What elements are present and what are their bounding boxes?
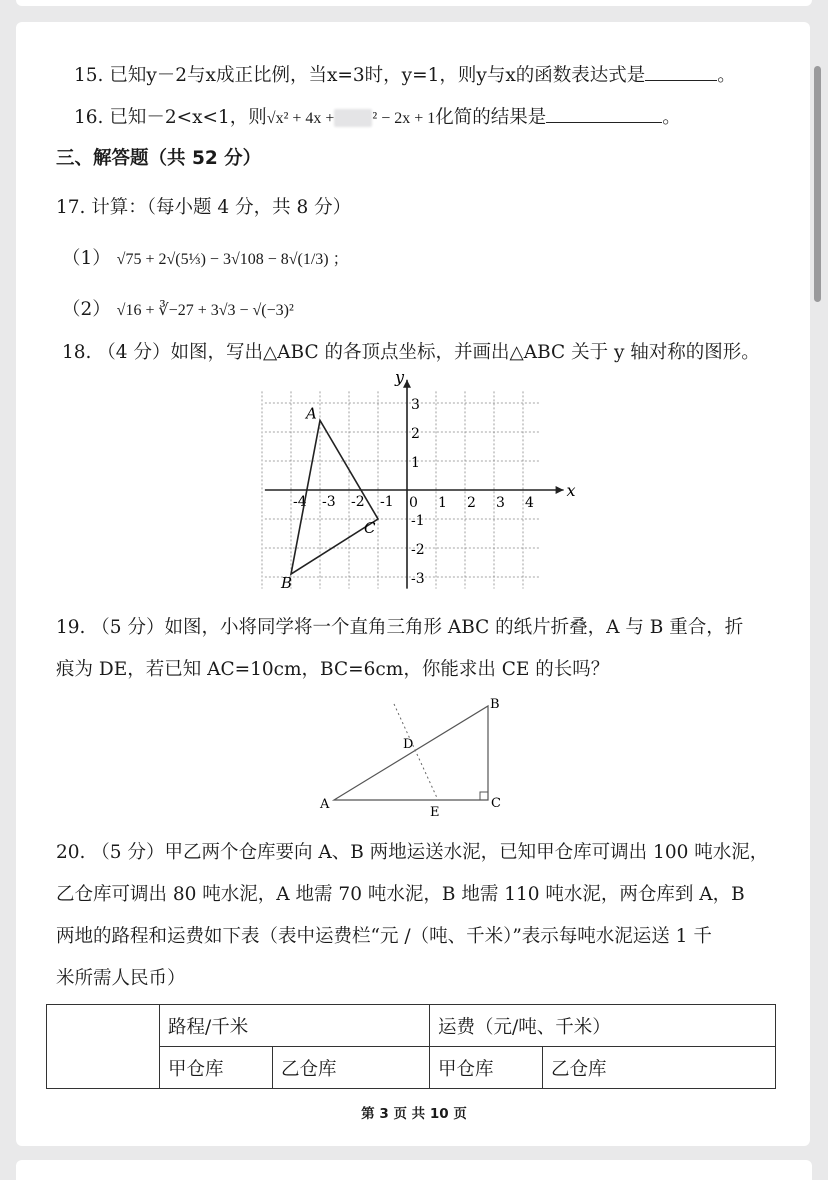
sub-header-distance-yi: 乙仓库 [273, 1047, 430, 1089]
distance-cost-table [46, 1004, 776, 1089]
label-d: D [403, 737, 414, 752]
label-b: B [490, 697, 500, 712]
y-tick-label: -3 [411, 571, 425, 587]
q17-part2-expression: √16 + ∛−27 + 3√3 − √(−3)² [116, 302, 294, 319]
x-tick-label: -2 [351, 494, 365, 510]
header-cost: 运费（元/吨、千米） [430, 1005, 776, 1047]
y-axis-label: y [395, 367, 405, 387]
header-distance: 路程/千米 [160, 1005, 430, 1047]
q17-part2-label: （2） [62, 299, 111, 320]
q16-answer-blank[interactable] [546, 104, 662, 123]
q16-prefix: 已知－2<x<1，则 [109, 107, 267, 128]
q17-part1-expression: √75 + 2√(5⅓) − 3√108 − 8√(1/3) ； [116, 251, 349, 268]
y-tick-label: 2 [411, 426, 420, 442]
x-tick-label: 3 [496, 495, 505, 511]
y-tick-label: 3 [411, 397, 420, 413]
x-tick-label: 0 [409, 495, 418, 511]
q16-end: 。 [662, 107, 681, 128]
y-tick-label: -2 [411, 542, 425, 558]
q15-text: 已知y－2与x成正比例，当x=3时，y=1，则y与x的函数表达式是 [109, 65, 646, 86]
q16-smudge [334, 109, 372, 127]
triangle-abc [334, 706, 488, 800]
question-15 [74, 62, 736, 89]
question-19-line2: 痕为 DE，若已知 AC=10cm，BC=6cm，你能求出 CE 的长吗？ [56, 659, 610, 680]
x-tick-label: -3 [322, 494, 336, 510]
q15-number: 15. [74, 65, 104, 86]
coordinate-grid-figure [255, 367, 576, 593]
x-tick-label: -1 [380, 494, 394, 510]
vertex-label-b: B [281, 574, 293, 593]
q15-end: 。 [717, 65, 736, 86]
next-page-edge [16, 1160, 812, 1180]
x-tick-label: 2 [467, 495, 476, 511]
x-axis-label: x [566, 481, 576, 500]
question-17-part1 [62, 246, 349, 273]
question-16 [74, 104, 681, 132]
y-tick-label: 1 [411, 455, 420, 471]
y-tick-label: -1 [411, 513, 425, 529]
x-tick-label: 1 [438, 495, 447, 511]
vertex-label-c: C [364, 519, 376, 537]
question-17-part2 [62, 297, 294, 324]
question-18: 18. （4 分）如图，写出△ABC 的各顶点坐标，并画出△ABC 关于 y 轴对称的图形。 [62, 342, 760, 363]
question-20-line3: 两地的路程和运费如下表（表中运费栏“元 /（吨、千米）”表示每吨水泥运送 1 千 [56, 926, 712, 947]
scrollbar[interactable] [814, 66, 821, 302]
question-20-line4: 米所需人民币） [56, 968, 186, 989]
section-title: 三、解答题（共 52 分） [56, 148, 262, 169]
page-footer: 第 3 页 共 10 页 [361, 1106, 467, 1122]
question-19-line1: 19. （5 分）如图，小将同学将一个直角三角形 ABC 的纸片折叠，A 与 B 重合，折 [56, 617, 744, 638]
q16-radical-a: √x² + 4x + [266, 110, 335, 127]
q15-answer-blank[interactable] [645, 62, 717, 81]
label-e: E [430, 805, 440, 820]
previous-page-edge [16, 0, 812, 6]
x-tick-label: 4 [525, 495, 534, 511]
q16-suffix: 化简的结果是 [435, 107, 547, 128]
q17-part1-label: （1） [62, 248, 111, 269]
x-axis-arrow [556, 486, 564, 494]
table-corner-cell [47, 1005, 160, 1089]
q16-radical-b: ² − 2x + 1 [372, 110, 436, 127]
sub-header-distance-jia: 甲仓库 [160, 1047, 273, 1089]
vertex-label-a: A [306, 404, 317, 423]
fold-line-de [394, 704, 438, 800]
right-angle-mark [480, 792, 488, 800]
label-c: C [491, 796, 501, 811]
folded-triangle-figure [310, 692, 520, 820]
q16-number: 16. [74, 107, 104, 128]
label-a: A [320, 797, 330, 812]
question-17-title: 17. 计算：（每小题 4 分，共 8 分） [56, 197, 352, 218]
question-20-line2: 乙仓库可调出 80 吨水泥，A 地需 70 吨水泥，B 地需 110 吨水泥，两仓库到 A，B [56, 884, 745, 905]
sub-header-cost-yi: 乙仓库 [543, 1047, 776, 1089]
sub-header-cost-jia: 甲仓库 [430, 1047, 543, 1089]
question-20-line1: 20. （5 分）甲乙两个仓库要向 A、B 两地运送水泥，已知甲仓库可调出 100 吨水泥， [56, 842, 769, 863]
x-tick-label: -4 [293, 494, 307, 510]
